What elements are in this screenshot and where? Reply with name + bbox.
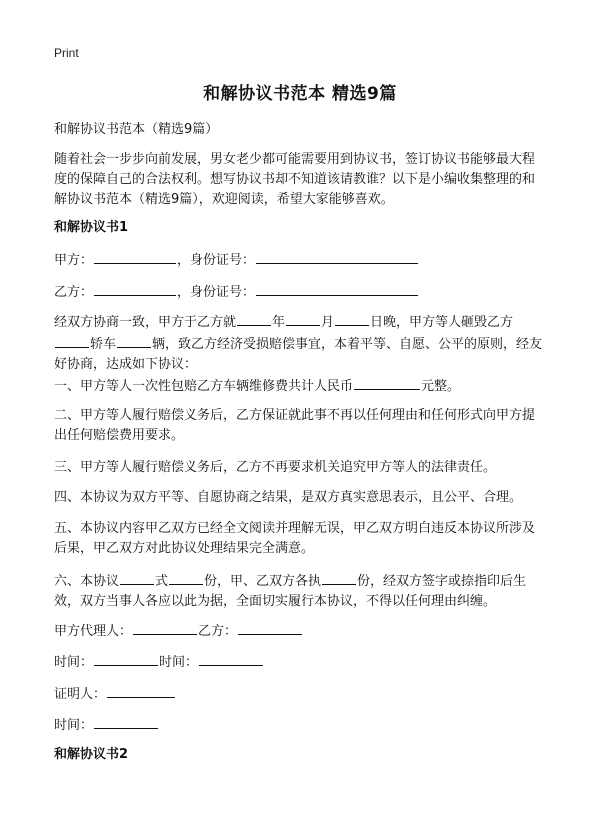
- time-blank-2: [199, 651, 263, 666]
- clause-part-1: 经双方协商一致，甲方于乙方就: [54, 315, 237, 330]
- item-4: 四、本协议为双方平等、自愿协商之结果，是双方真实意思表示，且公平、合理。: [54, 490, 523, 505]
- item-6-part-c: 份，甲、乙双方各执: [204, 574, 322, 589]
- month-blank: [286, 311, 320, 326]
- time-blank: [94, 651, 158, 666]
- clause-rest: 辆，致乙方经济受损赔偿事宜，本着平等、自愿、公平的原则，经友好协商，达成如下协议：: [54, 337, 543, 372]
- car-count-blank: [117, 333, 151, 348]
- item-6-part-a: 六、本协议: [54, 574, 120, 589]
- amount-blank: [354, 375, 420, 390]
- item-6-part-d: 份，经双方签字或捺指印后生效，双方当事人各应以此为据，全面切实履行本协议，不得以任何理由纠缠。: [54, 574, 527, 609]
- witness-line: [54, 683, 546, 705]
- party-b-id-blank: [256, 281, 418, 296]
- party-b-line: [54, 281, 546, 303]
- time-label-2: 时间：: [159, 655, 199, 670]
- intro-paragraph: 随着社会一步步向前发展，男女老少都可能需要用到协议书，签订协议书能够最大程度的保障自己的合法权利。想写协议书却不知道该请教谁？以下是小编收集整理的和解协议书范本（精选9篇），欢迎阅读，希望大家能够喜欢。: [54, 152, 536, 207]
- day-blank: [335, 311, 369, 326]
- party-b-sign-label: 乙方：: [198, 624, 238, 639]
- clause-car: 轿车: [90, 337, 117, 352]
- clause-paragraph: [54, 311, 546, 375]
- clause-day: 日晚，甲方等人砸毁乙方: [370, 315, 514, 330]
- time-label: 时间：: [54, 655, 94, 670]
- signature-line-agent: [54, 620, 546, 642]
- time-label-3: 时间：: [54, 718, 94, 733]
- item-5: 五、本协议内容甲乙双方已经全文阅读并理解无误，甲乙双方明白违反本协议所涉及后果，甲乙双方对此协议处理结果完全满意。: [54, 521, 536, 556]
- witness-time-line: [54, 714, 546, 736]
- party-a-id-blank: [256, 249, 418, 264]
- year-blank: [237, 311, 271, 326]
- item-1-suffix: 元整。: [421, 379, 461, 394]
- time-blank-3: [94, 714, 158, 729]
- witness-label: 证明人：: [54, 687, 107, 702]
- copies-blank: [120, 570, 154, 585]
- clause-year: 年: [272, 315, 286, 330]
- each-copy-blank: [322, 570, 356, 585]
- item-2: 二、甲方等人履行赔偿义务后，乙方保证就此事不再以任何理由和任何形式向甲方提出任何赔偿费用要求。: [54, 408, 536, 443]
- item-1-text: 一、甲方等人一次性包赔乙方车辆维修费共计人民币: [54, 379, 354, 394]
- copies-count-blank: [169, 570, 203, 585]
- party-a-id-label: ，身份证号：: [177, 253, 256, 268]
- agent-blank: [133, 620, 197, 635]
- item-6: [54, 570, 546, 612]
- agent-label: 甲方代理人：: [54, 624, 133, 639]
- agreement2-heading: 和解协议书2: [54, 747, 129, 762]
- item-3: 三、甲方等人履行赔偿义务后，乙方不再要求机关追究甲方等人的法律责任。: [54, 460, 497, 475]
- party-a-name-blank: [94, 249, 176, 264]
- party-a-label: 甲方：: [54, 253, 94, 268]
- party-b-id-label: ，身份证号：: [177, 285, 256, 300]
- signature-line-time: [54, 651, 546, 673]
- party-a-line: [54, 249, 546, 271]
- print-label[interactable]: Print: [54, 46, 79, 60]
- item-1: [54, 375, 546, 397]
- party-b-name-blank: [94, 281, 176, 296]
- document-title: 和解协议书范本 精选9篇: [203, 84, 397, 104]
- intro-subtitle: 和解协议书范本（精选9篇）: [54, 122, 219, 137]
- clause-month: 月: [321, 315, 335, 330]
- party-b-sign-blank: [238, 620, 302, 635]
- witness-blank: [107, 683, 175, 698]
- car-brand-blank: [55, 333, 89, 348]
- party-b-label: 乙方：: [54, 285, 94, 300]
- agreement1-heading: 和解协议书1: [54, 220, 129, 235]
- item-6-part-b: 式: [155, 574, 169, 589]
